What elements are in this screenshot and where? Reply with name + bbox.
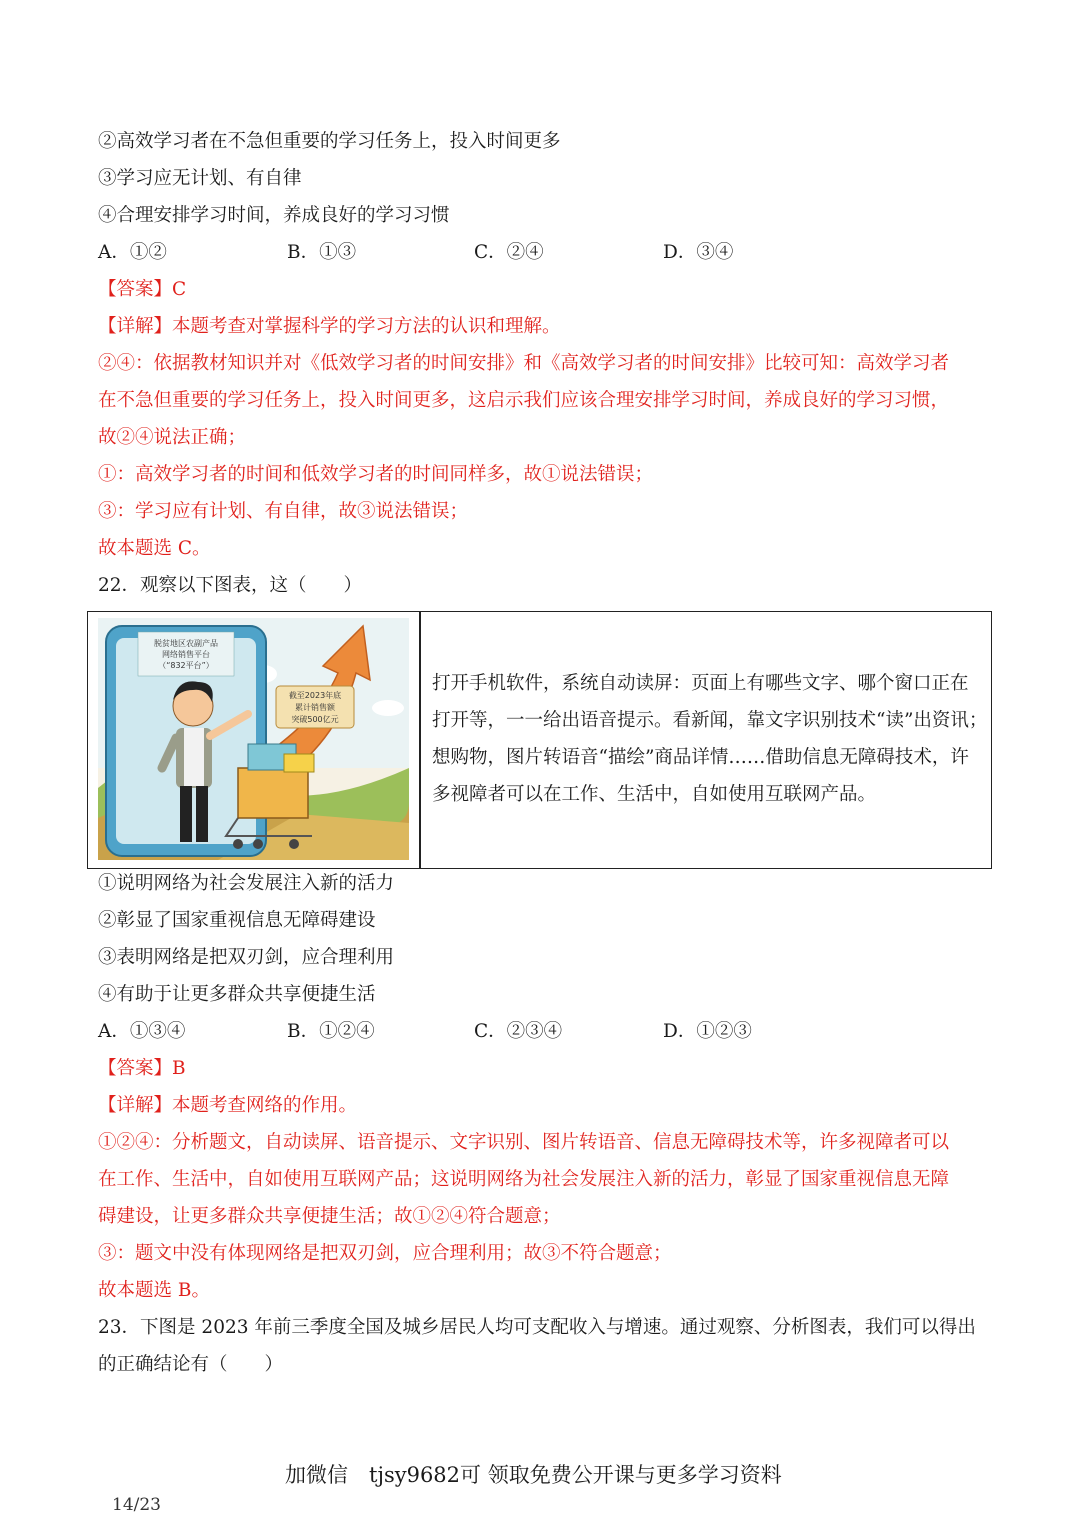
- q21-analysis-4: 故②④说法正确；: [98, 427, 247, 448]
- q22-analysis-1: 【详解】本题考查网络的作用。: [98, 1095, 358, 1116]
- q22-figure-table: [87, 611, 992, 869]
- page-number: 14/23: [112, 1495, 161, 1515]
- q22-item-2: ②彰显了国家重视信息无障碍建设: [98, 910, 376, 931]
- svg-text:网络销售平台: 网络销售平台: [162, 650, 210, 659]
- q21-item-4: ④合理安排学习时间，养成良好的学习习惯: [98, 205, 450, 226]
- footer-promo-text: 加微信 tjsy9682可 领取免费公开课与更多学习资料: [285, 1463, 782, 1487]
- q21-analysis-1: 【详解】本题考查对掌握科学的学习方法的认识和理解。: [98, 316, 561, 337]
- q22-option-c: C．②③④: [474, 1021, 563, 1042]
- q21-analysis-2: ②④：依据教材知识并对《低效学习者的时间安排》和《高效学习者的时间安排》比较可知：高效学习者: [98, 353, 950, 374]
- q22-passage-line: 想购物，图片转语音“描绘”商品详情……借助信息无障碍技术，许: [432, 747, 969, 768]
- q22-item-1: ①说明网络为社会发展注入新的活力: [98, 873, 395, 894]
- q21-analysis-5: ①：高效学习者的时间和低效学习者的时间同样多，故①说法错误；: [98, 464, 654, 485]
- q22-illustration: [98, 618, 409, 860]
- q22-passage-line: 打开手机软件，系统自动读屏：页面上有哪些文字、哪个窗口正在: [432, 673, 969, 694]
- q21-analysis-7: 故本题选 C。: [98, 538, 211, 559]
- svg-text:（“832平台”）: （“832平台”）: [158, 661, 214, 670]
- q22-passage-line: 打开等，一一给出语音提示。看新闻，靠文字识别技术“读”出资讯；: [432, 710, 988, 731]
- q22-passage-line: 多视障者可以在工作、生活中，自如使用互联网产品。: [432, 784, 877, 805]
- q22-analysis-4: 碍建设，让更多群众共享便捷生活；故①②④符合题意；: [98, 1206, 561, 1227]
- q21-item-2: ②高效学习者在不急但重要的学习任务上，投入时间更多: [98, 131, 561, 152]
- svg-text:累计销售额: 累计销售额: [295, 703, 335, 712]
- svg-text:突破500亿元: 突破500亿元: [291, 715, 339, 724]
- q21-answer: 【答案】C: [98, 279, 187, 300]
- q22-analysis-3: 在工作、生活中，自如使用互联网产品；这说明网络为社会发展注入新的活力，彰显了国家重视信息无障: [98, 1169, 950, 1190]
- svg-text:脱贫地区农副产品: 脱贫地区农副产品: [154, 639, 218, 648]
- q23-stem-1: 23．下图是 2023 年前三季度全国及城乡居民人均可支配收入与增速。通过观察、分析图表，我们可以得出: [98, 1317, 976, 1338]
- svg-text:截至2023年底: 截至2023年底: [288, 691, 342, 700]
- q21-option-c: C．②④: [474, 242, 544, 263]
- q21-analysis-3: 在不急但重要的学习任务上，投入时间更多，这启示我们应该合理安排学习时间，养成良好的学习习惯，: [98, 390, 950, 411]
- q21-analysis-6: ③：学习应有计划、有自律，故③说法错误；: [98, 501, 469, 522]
- q22-answer: 【答案】B: [98, 1058, 186, 1079]
- q21-option-d: D．③④: [663, 242, 734, 263]
- q22-analysis-2: ①②④：分析题文，自动读屏、语音提示、文字识别、图片转语音、信息无障碍技术等，许多视障者可以: [98, 1132, 950, 1153]
- q22-passage: [432, 665, 988, 813]
- q22-option-d: D．①②③: [663, 1021, 752, 1042]
- q22-analysis-5: ③：题文中没有体现网络是把双刃剑，应合理利用；故③不符合题意；: [98, 1243, 672, 1264]
- q22-option-b: B．①②④: [287, 1021, 375, 1042]
- q22-item-3: ③表明网络是把双刃剑，应合理利用: [98, 947, 395, 968]
- q22-analysis-6: 故本题选 B。: [98, 1280, 210, 1301]
- e-commerce-cartoon-image: [98, 618, 409, 860]
- q22-option-a: A．①③④: [98, 1021, 186, 1042]
- table-divider: [419, 612, 421, 868]
- q22-item-4: ④有助于让更多群众共享便捷生活: [98, 984, 376, 1005]
- q21-item-3: ③学习应无计划、有自律: [98, 168, 302, 189]
- q21-option-b: B．①③: [287, 242, 357, 263]
- q22-stem: 22．观察以下图表，这（ ）: [98, 575, 363, 596]
- q21-option-a: A．①②: [98, 242, 167, 263]
- q23-stem-2: 的正确结论有（ ）: [98, 1354, 284, 1375]
